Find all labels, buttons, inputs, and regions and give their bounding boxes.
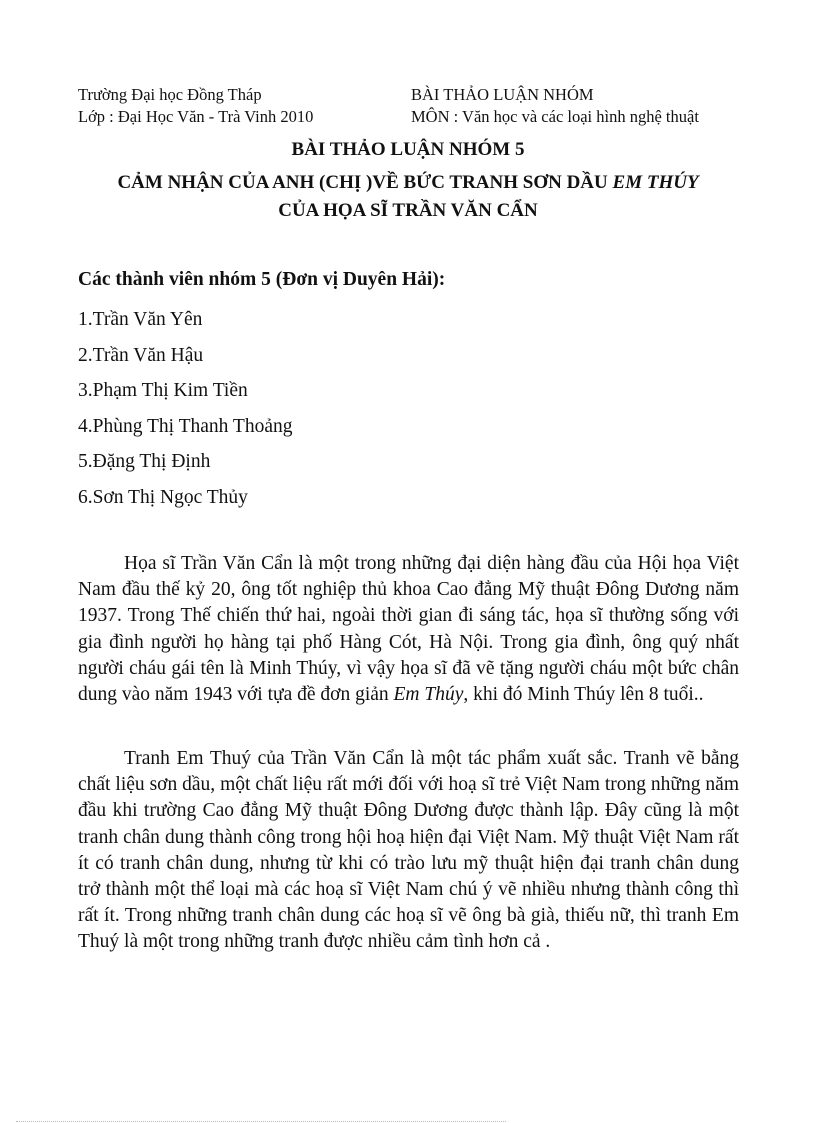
header-right bbox=[411, 84, 699, 128]
painting-title-inline: Em Thúy bbox=[393, 684, 464, 706]
body-paragraph-1 bbox=[78, 551, 739, 708]
members-list bbox=[78, 305, 293, 518]
member-item: 4.Phùng Thị Thanh Thoảng bbox=[78, 415, 293, 437]
assignment-type: BÀI THẢO LUẬN NHÓM bbox=[411, 85, 594, 104]
document-title: BÀI THẢO LUẬN NHÓM 5 bbox=[291, 139, 525, 160]
school-name: Trường Đại học Đồng Tháp bbox=[78, 85, 262, 104]
paragraph-text-end: , khi đó Minh Thúy lên 8 tuổi.. bbox=[463, 684, 704, 706]
paragraph-text: Họa sĩ Trần Văn Cẩn là một trong những đại diện hàng đầu của Hội họa Việt Nam đầu thế kỷ 20, ông tốt nghiệp thủ khoa Cao đẳng Mỹ thuật Đông Dương năm 1937. Trong Thế chiến thứ hai, ngoài thời gian đi sáng tác, họa sĩ thường sống với gia đình người họ hàng tại phố Hàng Cót, Hà Nội. Trong gia đình, ông quý nhất người cháu gái tên là Minh Thúy, vì vậy họa sĩ đã vẽ tặng người cháu một bức chân dung vào năm 1943 với tựa đề đơn giản bbox=[78, 553, 739, 706]
subtitle-prefix: CẢM NHẬN CỦA ANH (CHỊ )VỀ BỨC TRANH SƠN DẦU bbox=[117, 172, 613, 193]
document-subtitle-line1 bbox=[0, 172, 816, 194]
class-name: Lớp : Đại Học Văn - Trà Vinh 2010 bbox=[78, 107, 314, 126]
painting-title: EM THÚY bbox=[612, 172, 699, 193]
member-item: 2.Trần Văn Hậu bbox=[78, 344, 204, 366]
member-item: 1.Trần Văn Yên bbox=[78, 309, 203, 330]
document-subtitle-line2: CỦA HỌA SĨ TRẦN VĂN CẨN bbox=[278, 200, 538, 221]
member-item: 3.Phạm Thị Kim Tiền bbox=[78, 380, 248, 401]
member-item: 5.Đặng Thị Định bbox=[78, 451, 211, 472]
members-heading: Các thành viên nhóm 5 (Đơn vị Duyên Hải): bbox=[78, 269, 446, 290]
body-paragraph-2: Tranh Em Thuý của Trần Văn Cẩn là một tác phẩm xuất sắc. Tranh vẽ bằng chất liệu sơn dầu, một chất liệu rất mới đối với hoạ sĩ trẻ Việt Nam trong những năm đầu khi trường Cao đẳng Mỹ thuật Đông Dương được thành lập. Đây cũng là một tranh chân dung thành công trong hội hoạ hiện đại Việt Nam. Mỹ thuật Việt Nam rất ít có tranh chân dung, nhưng từ khi có trào lưu mỹ thuật hiện đại tranh chân dung trở thành một thể loại mà các hoạ sĩ Việt Nam chú ý vẽ nhiều nhưng thành công thì rất ít. Trong những tranh chân dung các hoạ sĩ vẽ ông bà già, thiếu nữ, thì tranh Em Thuý là một trong những tranh được nhiều cảm tình hơn cả . bbox=[78, 748, 739, 953]
member-item: 6.Sơn Thị Ngọc Thủy bbox=[78, 486, 248, 508]
header-left bbox=[78, 84, 313, 128]
subject-name: MÔN : Văn học và các loại hình nghệ thuật bbox=[411, 107, 699, 126]
